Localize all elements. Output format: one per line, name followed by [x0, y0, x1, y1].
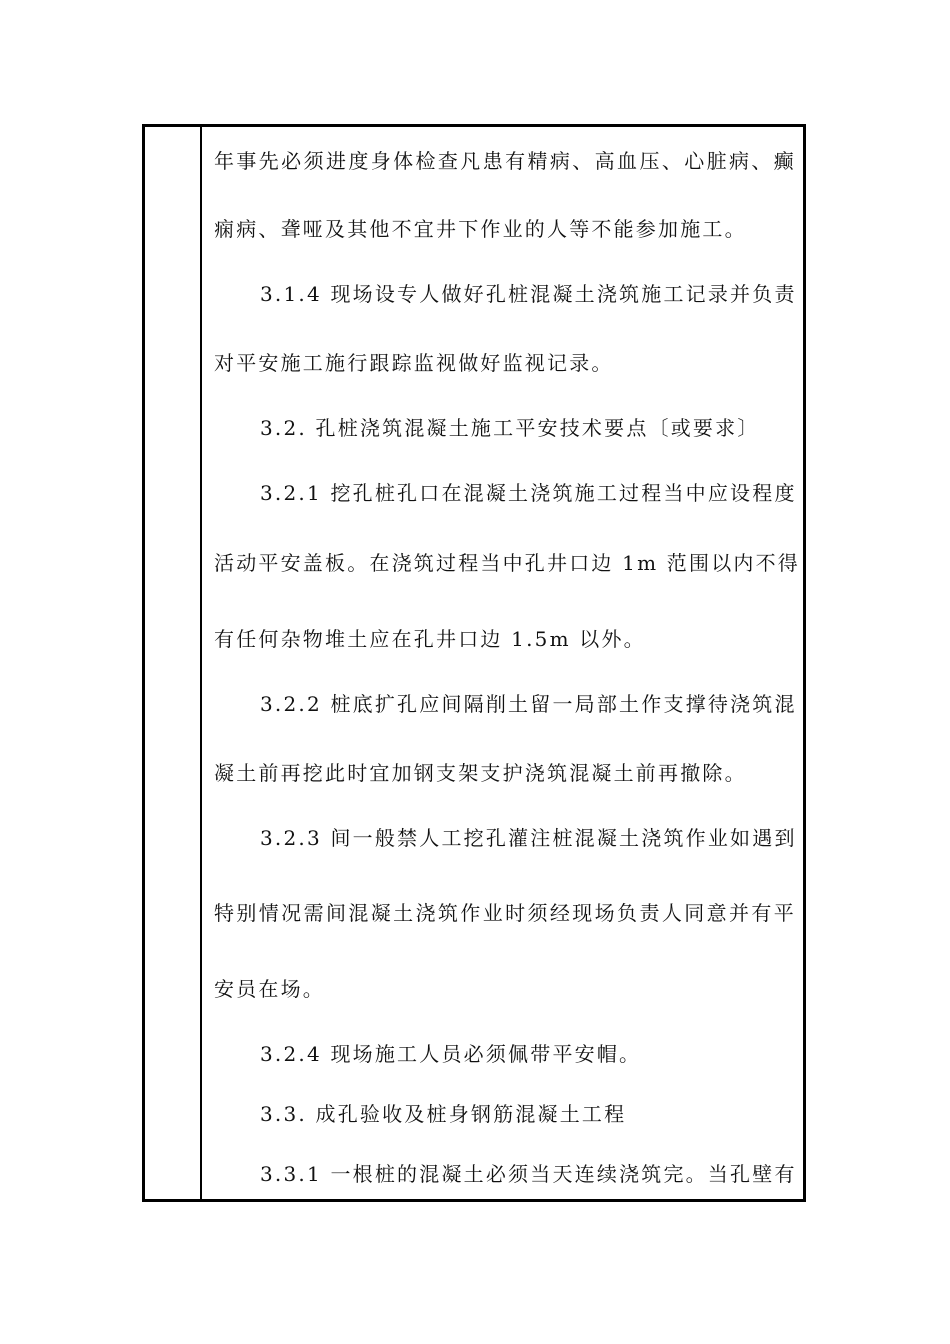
text-line: 3.3.1 一根桩的混凝土必须当天连续浇筑完。当孔壁有	[260, 1162, 797, 1186]
text-line: 3.1.4 现场设专人做好孔桩混凝土浇筑施工记录并负责	[260, 282, 797, 306]
text-line: 有任何杂物堆土应在孔井口边 1.5m 以外。	[214, 627, 646, 651]
text-line: 对平安施工施行跟踪监视做好监视记录。	[214, 351, 614, 375]
table-left-column	[145, 127, 202, 1199]
text-line: 3.2. 孔桩浇筑混凝土施工平安技术要点〔或要求〕	[260, 416, 760, 440]
text-line: 痫病、聋哑及其他不宜井下作业的人等不能参加施工。	[214, 217, 747, 241]
bordered-table	[142, 124, 806, 1202]
text-line: 3.2.4 现场施工人员必须佩带平安帽。	[260, 1042, 642, 1066]
text-line: 3.3. 成孔验收及桩身钢筋混凝土工程	[260, 1102, 627, 1126]
text-line: 3.2.2 桩底扩孔应间隔削土留一局部土作支撑待浇筑混	[260, 692, 797, 716]
text-line: 特别情况需间混凝土浇筑作业时须经现场负责人同意并有平	[214, 901, 796, 925]
text-line: 3.2.3 间一般禁人工挖孔灌注桩混凝土浇筑作业如遇到	[260, 826, 797, 850]
text-line: 年事先必须进度身体检查凡患有精病、高血压、心脏病、癫	[214, 149, 796, 173]
text-line: 3.2.1 挖孔桩孔口在混凝土浇筑施工过程当中应设程度	[260, 481, 797, 505]
text-line: 活动平安盖板。在浇筑过程当中孔井口边 1m 范围以内不得	[214, 551, 801, 575]
text-line: 凝土前再挖此时宜加钢支架支护浇筑混凝土前再撤除。	[214, 761, 747, 785]
text-line: 安员在场。	[214, 977, 325, 1001]
table-content-cell	[204, 127, 803, 1199]
